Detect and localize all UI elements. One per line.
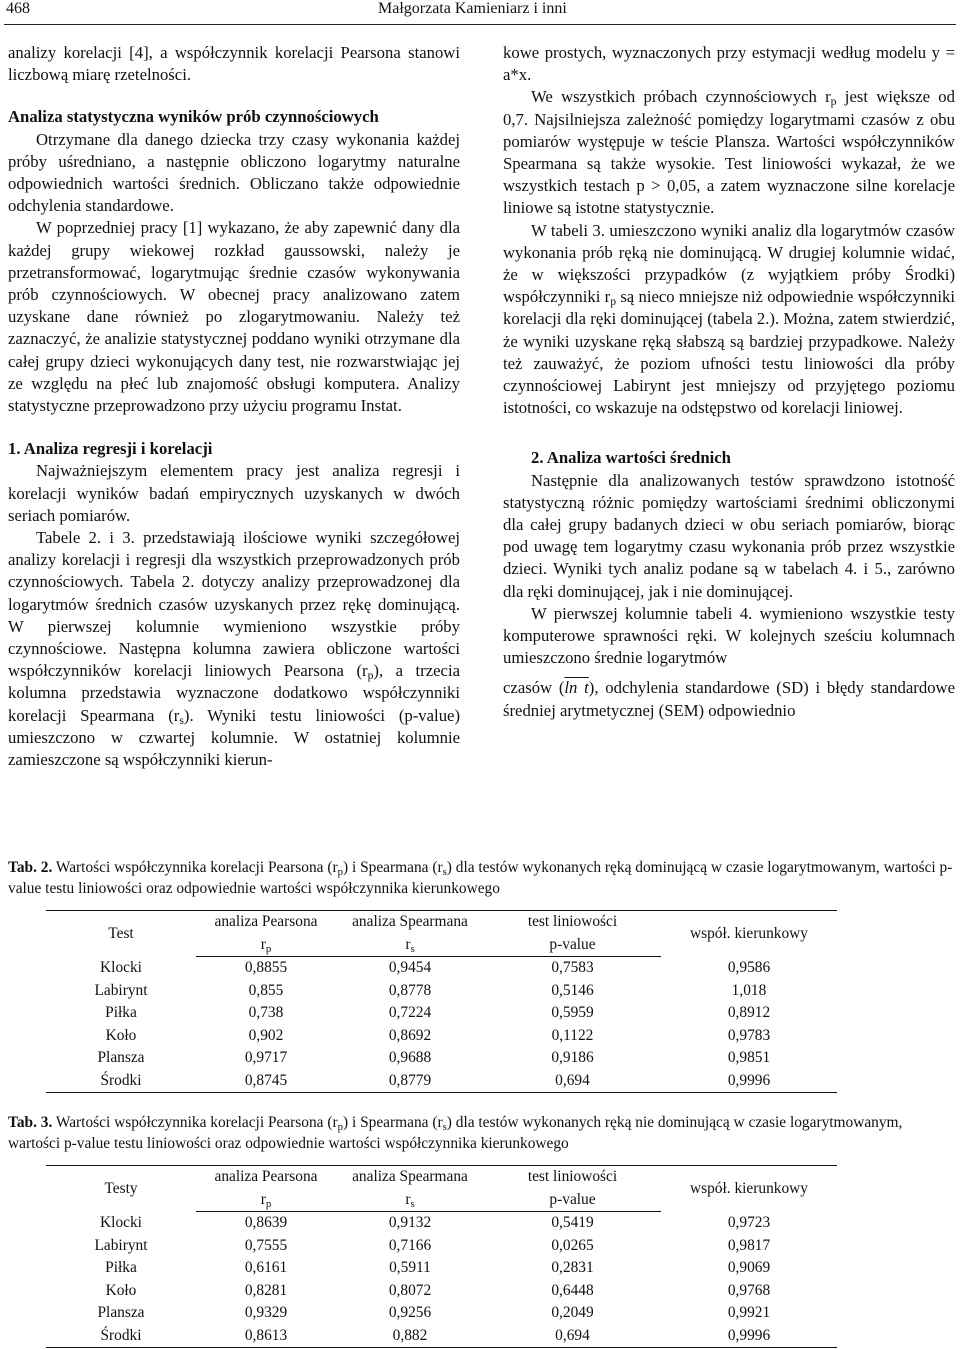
col-header-rp: $r_p$ xyxy=(196,934,336,957)
paragraph: Otrzymane dla danego dziecka trzy czasy wykonania każdej próby uśredniano, a następnie obliczono logarytmy naturalne odpowiednich wartości średnich. Obliczano także odpowiednie odchylenia standardowe. xyxy=(8,129,460,216)
col-header-pvalue: p-value xyxy=(484,1189,661,1212)
paragraph: We wszystkich próbach czynnościowych $r_p$ jest większe od 0,7. Najsilniejsza zależność pomiędzy logarytmami czasów z obu pomiarów występuje w teście Plansza. Wartości współczynników Spearmana są także wysokie. Test liniowości wykazał, że we wszystkich testach p > 0,05, a zatem wyznaczone silne korelacje liniowe są istotne statystycznie. xyxy=(503,87,955,218)
table-row: Środki 0,8613 0,882 0,694 0,9996 xyxy=(46,1325,837,1348)
table2 xyxy=(46,910,837,1093)
paragraph: Najważniejszym elementem pracy jest analiza regresji i korelacji wyników badań empirycznych uzyskanych w dwóch seriach pomiarów. xyxy=(8,461,460,525)
table-row: Środki 0,8745 0,8779 0,694 0,9996 xyxy=(46,1070,837,1093)
paragraph: analizy korelacji [4], a współczynnik korelacji Pearsona stanowi liczbową miarę rzetelności. xyxy=(8,43,460,85)
col-header-linearity: test liniowości xyxy=(484,1166,661,1189)
col-header-rs: $r_s$ xyxy=(336,1189,484,1212)
col-header-test: Testy xyxy=(46,1166,196,1212)
paragraph: W pierwszej kolumnie tabeli 4. wymieniono wszystkie testy komputerowe sprawności ręki. W kolejnych sześciu kolumnach umieszczono średnie logarytmów xyxy=(503,603,955,668)
paragraph: kowe prostych, wyznaczonych przy estymacji według modelu y = a*x. xyxy=(503,43,955,85)
paragraph: Następnie dla analizowanych testów sprawdzono istotność statystyczną różnic pomiędzy wartościami średnimi obliczonymi dla całej grupy badanych dzieci w obu seriach pomiarów, biorąc pod uwagę tem logarytmy czasu wykonania prób przez wszystkie dzieci. Wyniki tych analiz podane są w tabelach 4. i 5., zarówno dla ręki dominującej, jak i nie dominującej. xyxy=(503,470,955,601)
col-header-slope: współ. kierunkowy xyxy=(661,1166,837,1212)
section-heading: 2. Analiza wartości średnich xyxy=(531,448,731,468)
col-header-spearman: analiza Spearmana xyxy=(336,911,484,934)
table-header-row xyxy=(46,911,837,934)
page-number: 468 xyxy=(6,0,30,17)
table3-label: Tab. 3. xyxy=(8,1114,53,1131)
left-column xyxy=(8,42,460,771)
section-heading: Analiza statystyczna wyników prób czynnościowych xyxy=(8,107,379,127)
running-head-authors: Małgorzata Kamieniarz i inni xyxy=(378,0,567,17)
col-header-slope: współ. kierunkowy xyxy=(661,911,837,957)
paragraph: W poprzedniej pracy [1] wykazano, że aby zapewnić dany dla każdej grupy wiekowej rozkład gaussowski, należy je przetransformować, logarytmując średnie czasów wykonywania prób czynnościowych. W obecnej pracy analizowano zatem uzyskane dane również po zlogarytmowaniu. Należy też zaznaczyć, że analizie statystycznej poddano wyniki otrzymane dla całej grupy dzieci wykonujących dany test, nie rozwarstwiając jej ze względu na płeć lub znajomość obsługi komputera. Analizy statystyczne przeprowadzono przy użyciu programu Instat. xyxy=(8,218,460,416)
col-header-test: Test xyxy=(46,911,196,957)
table-row: Piłka 0,6161 0,5911 0,2831 0,9069 xyxy=(105,1259,771,1277)
header-rule xyxy=(4,24,956,25)
table-row: Labirynt 0,855 0,8778 0,5146 1,018 xyxy=(94,981,767,999)
col-header-pvalue: p-value xyxy=(484,934,661,957)
col-header-rs: $r_s$ xyxy=(336,934,484,957)
table2-label: Tab. 2. xyxy=(8,859,53,876)
col-header-spearman: analiza Spearmana xyxy=(336,1166,484,1189)
paragraph: W tabeli 3. umieszczono wyniki analiz dla logarytmów czasów wykonania prób ręką nie dominującą. W drugiej kolumnie widać, że w większości przypadków (z wyjątkiem próby Środki) współczynniki $r_p$ są nieco mniejsze niż odpowiednie współczynniki korelacji dla ręki dominującej (tabela 2.). Można, zatem stwierdzić, że wyniki uzyskane ręką słabszą są bardziej przypadkowe. Należy też zauważyć, że poziom ufności testu liniowości dla próby czynnościowej Labirynt jest mniejszy od przyjętego poziomu istotności, co wskazuje na odstępstwo od korelacji liniowej. xyxy=(503,220,956,418)
col-header-pearson: analiza Pearsona xyxy=(196,1166,336,1189)
table-row: Plansza 0,9329 0,9256 0,2049 0,9921 xyxy=(97,1304,771,1322)
section-heading: 1. Analiza regresji i korelacji xyxy=(8,439,213,459)
table2-caption: Tab. 2. Wartości współczynnika korelacji Pearsona $(r_p)$ i Spearmana $(r_s)$ dla testów wykonanych ręką dominującą w czasie logarytmowanym, wartości p-value testu liniowości oraz odpowiednie wartości współczynnika kierunkowego xyxy=(8,859,953,897)
table3-caption: Tab. 3. Wartości współczynnika korelacji Pearsona $(r_p)$ i Spearmana $(r_s)$ dla testów wykonanych ręką nie dominującą w czasie logarytmowanym, wartości p-value testu liniowości oraz odpowiednie wartości współczynnika kierunkowego xyxy=(8,1114,903,1152)
table-row: Koło 0,902 0,8692 0,1122 0,9783 xyxy=(105,1026,771,1044)
page-header xyxy=(0,0,960,22)
table-row: Piłka 0,738 0,7224 0,5959 0,8912 xyxy=(105,1004,771,1022)
col-header-linearity: test liniowości xyxy=(484,911,661,934)
col-header-pearson: analiza Pearsona xyxy=(196,911,336,934)
col-header-rp: $r_p$ xyxy=(196,1189,336,1212)
table-row: Klocki 0,8855 0,9454 0,7583 0,9586 xyxy=(100,959,771,977)
paragraph: Tabele 2. i 3. przedstawiają ilościowe wyniki szczegółowej analizy korelacji i regresji dla wszystkich przeprowadzonych prób czynnościowych. Tabela 2. dotyczy analizy przeprowadzonej dla logarytmów średnich czasów uzyskanych przez rękę dominującą. W pierwszej kolumnie wymieniono wszystkie próby czynnościowe. Następna kolumna zawiera obliczone wartości współczynników korelacji liniowych Pearsona $(r_p)$, a trzecia kolumna przedstawia wyznaczone dodatkowo współczynniki korelacji Spearmana $(r_s)$. Wyniki testu liniowości (p-value) umieszczono w czwartej kolumnie. W ostatniej kolumnie zamieszczone są współczynniki kierun- xyxy=(8,528,460,770)
right-column xyxy=(503,42,955,722)
table-row: Labirynt 0,7555 0,7166 0,0265 0,9817 xyxy=(94,1236,771,1254)
math-ln-t: ln t xyxy=(564,678,589,698)
table-row: Klocki 0,8639 0,9132 0,5419 0,9723 xyxy=(100,1214,771,1232)
paragraph: czasów (ln t), odchylenia standardowe (SD) i błędy standardowe średniej arytmetycznej (SEM) odpowiednio xyxy=(503,678,955,720)
table-row: Koło 0,8281 0,8072 0,6448 0,9768 xyxy=(105,1281,771,1299)
table3 xyxy=(46,1165,837,1348)
table-header-row xyxy=(46,1166,837,1189)
table-row: Plansza 0,9717 0,9688 0,9186 0,9851 xyxy=(97,1049,771,1067)
